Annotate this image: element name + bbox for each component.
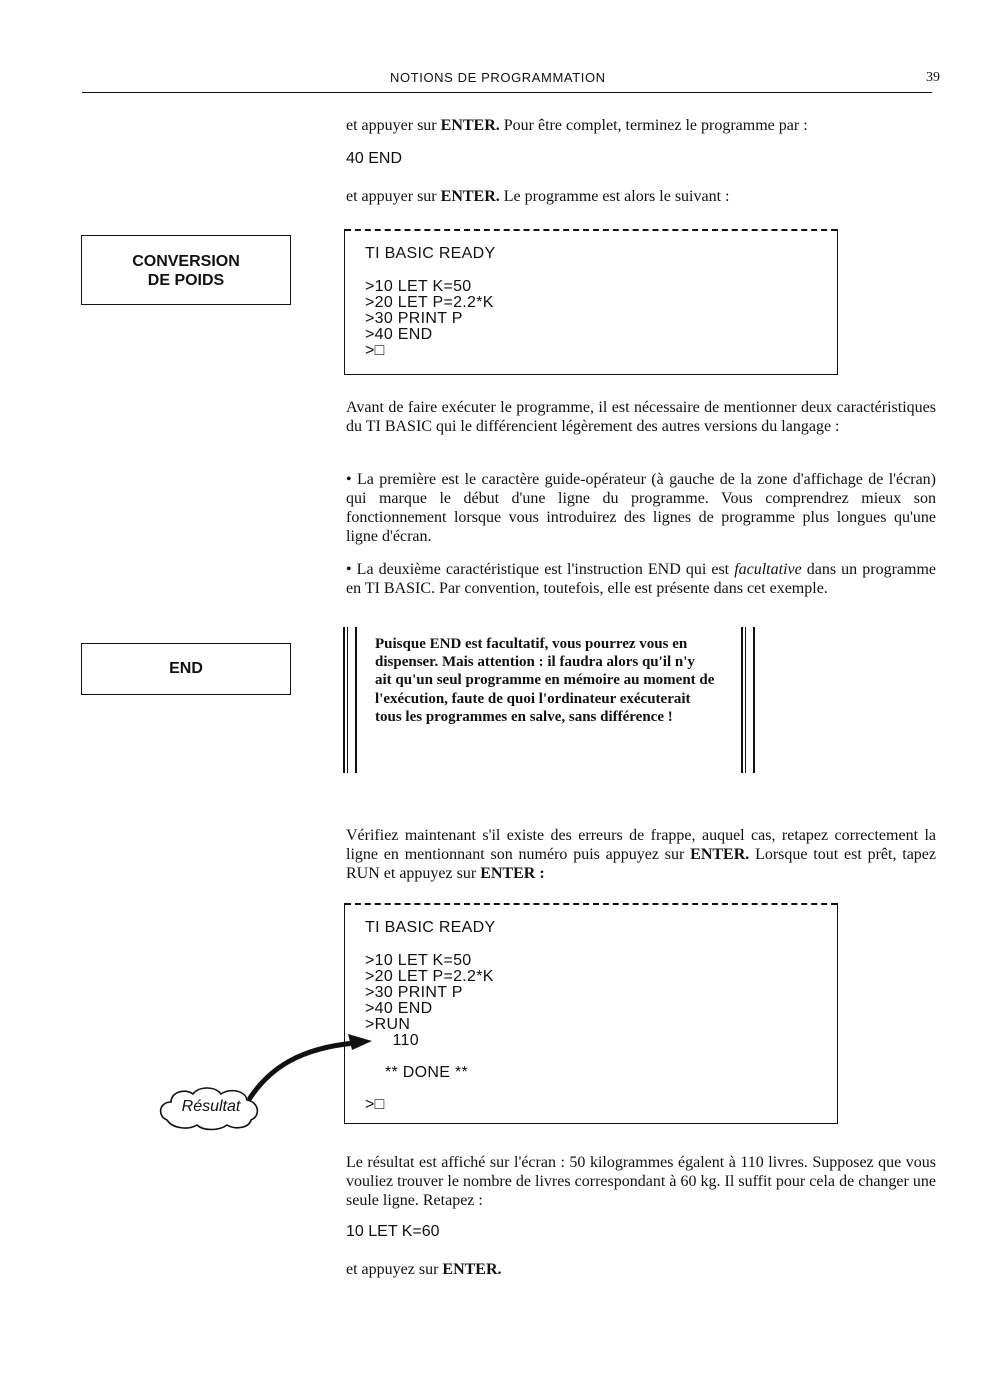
result-final-line: et appuyez sur ENTER. [346,1261,502,1278]
screen-2-done: ** DONE ** [385,1064,469,1081]
paragraph-bullet-2: • La deuxième caractéristique est l'instruction END qui est facultative dans un programme en TI BASIC. Par convention, toutefois, elle est présente dans cet exemple. [346,561,936,597]
screen-1-line: >20 LET P=2.2*K [365,294,494,311]
note-text: Puisque END est facultatif, vous pourrez vous en dispenser. Mais attention : il faudra alors qu'il n'y ait qu'un seul programme en mémoire au moment de l'exécution, faute de quoi l'ordinateur exécuterait tous les programmes en salve, sans différence ! [375,636,715,725]
intro-line-1: et appuyer sur ENTER. Pour être complet, terminez le programme par : [346,117,808,134]
side-box-conversion-line-2: DE POIDS [147,272,225,289]
note-right-bar [741,627,755,773]
intro-line-2: et appuyer sur ENTER. Le programme est alors le suivant : [346,188,730,205]
paragraph-verify: Vérifiez maintenant s'il existe des erreurs de frappe, auquel cas, retapez correctement la ligne en mentionnant son numéro puis appuyez sur ENTER. Lorsque tout est prêt, tapez RUN et appuyez sur ENTER : [346,827,936,882]
note-left-bar [343,627,357,773]
screen-1-line: >30 PRINT P [365,310,463,327]
screen-1-prompt: >□ [365,342,385,359]
screen-1-line: >40 END [365,326,433,343]
callout-label: Résultat [181,1098,241,1115]
paragraph-result: Le résultat est affiché sur l'écran : 50 kilogrammes égalent à 110 livres. Supposez que vous vouliez trouver le nombre de livres correspondant à 60 kg. Il suffit pour cela de changer une seule ligne. Retapez : [346,1154,936,1209]
screen-2-prompt: >□ [365,1096,385,1113]
side-box-end-label: END [169,660,203,677]
header-rule [82,92,932,93]
screen-2-dashed-top [345,903,837,905]
screen-2-line: >20 LET P=2.2*K [365,968,494,985]
result-code: 10 LET K=60 [346,1223,440,1240]
paragraph-bullet-1: • La première est le caractère guide-opérateur (à gauche de la zone d'affichage de l'écran) qui marque le début d'une ligne du programme. Vous comprendrez mieux son fonctionnement lorsque vous introduirez des lignes de programme plus longues qu'une ligne d'écran. [346,471,936,545]
side-box-end [81,643,291,695]
paragraph-intro-features: Avant de faire exécuter le programme, il est nécessaire de mentionner deux caractéristiques du TI BASIC qui le différencient légèrement des autres versions du langage : [346,399,936,435]
screen-2-line: >40 END [365,1000,433,1017]
page-number: 39 [926,70,940,85]
screen-2-header: TI BASIC READY [365,919,496,936]
note-block [343,627,755,773]
running-header: NOTIONS DE PROGRAMMATION [390,70,606,85]
screen-1-dashed-top [345,229,837,231]
screen-1-header: TI BASIC READY [365,245,496,262]
side-box-conversion-line-1: CONVERSION [132,253,240,270]
screen-1 [344,229,838,375]
side-box-conversion [81,235,291,305]
screen-2-line: >30 PRINT P [365,984,463,1001]
intro-code: 40 END [346,150,403,167]
screen-2 [344,903,838,1124]
screen-2-line: >10 LET K=50 [365,952,472,969]
screen-2-output: 110 [383,1032,419,1049]
screen-2-line: >RUN [365,1016,411,1033]
screen-1-line: >10 LET K=50 [365,278,472,295]
